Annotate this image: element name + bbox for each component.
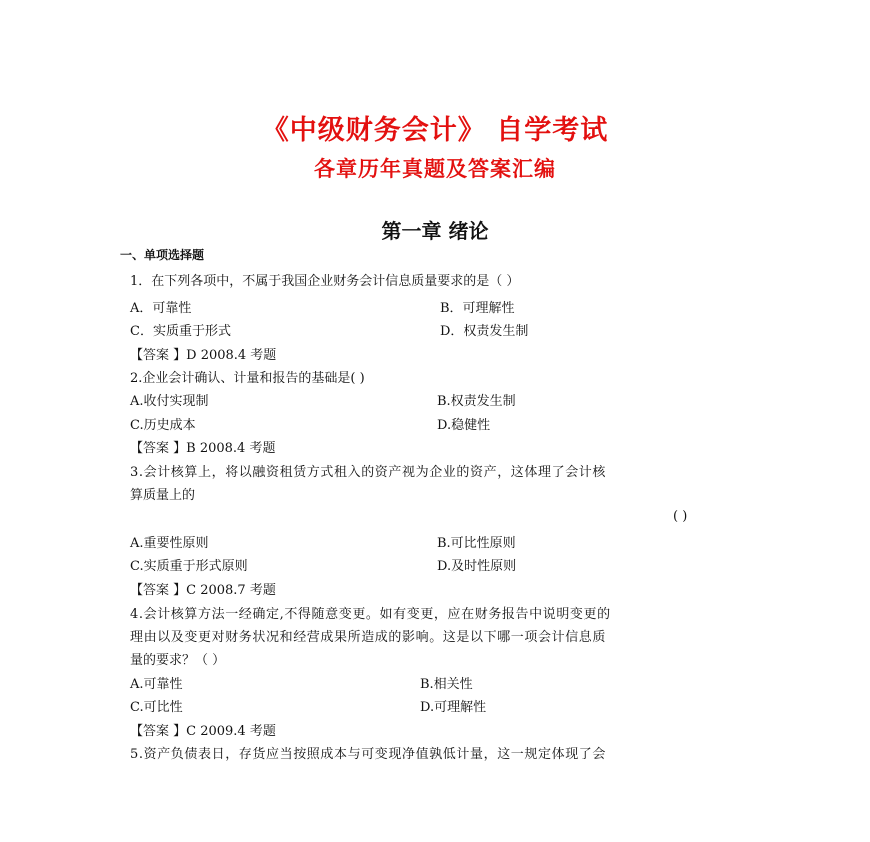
question-4-stem-line-2: 理由以及变更对财务状况和经营成果所造成的影响。这是以下哪一项会计信息质 [130, 630, 607, 645]
question-1-option-d: D．权责发生制 [440, 324, 529, 339]
question-3-stem-line-2: 算质量上的 [130, 488, 196, 503]
question-4-option-c: C.可比性 [130, 700, 183, 715]
question-1-option-b: B．可理解性 [440, 301, 515, 316]
question-2-option-a: A.收付实现制 [130, 394, 209, 409]
question-2-stem: 2.企业会计确认、计量和报告的基础是( ) [130, 371, 365, 386]
question-2-option-b: B.权责发生制 [437, 394, 516, 409]
question-4-answer: 【答案 】C 2009.4 考题 [130, 724, 276, 739]
section-heading: 一、单项选择题 [120, 248, 205, 262]
question-1-stem: 1．在下列各项中，不属于我国企业财务会计信息质量要求的是（ ） [130, 274, 520, 289]
question-4-option-a: A.可靠性 [130, 677, 183, 692]
question-3-stem-line-1: 3.会计核算上，将以融资租赁方式租入的资产视为企业的资产，这体理了会计核 [130, 465, 607, 480]
question-4-stem-line-1: 4.会计核算方法一经确定,不得随意变更。如有变更，应在财务报告中说明变更的 [130, 607, 611, 622]
document-title: 《中级财务会计》 自学考试 [261, 115, 609, 146]
question-4-stem-line-3: 量的要求？（ ） [130, 653, 226, 668]
question-4-option-d: D.可理解性 [420, 700, 487, 715]
question-2-option-c: C.历史成本 [130, 418, 196, 433]
question-4-option-b: B.相关性 [420, 677, 473, 692]
question-1-option-c: C．实质重于形式 [130, 324, 231, 339]
question-3-answer: 【答案 】C 2008.7 考题 [130, 583, 276, 598]
question-3-option-b: B.可比性原则 [437, 536, 516, 551]
document-subtitle: 各章历年真题及答案汇编 [314, 157, 556, 181]
question-5-stem-line-1: 5.资产负债表日，存货应当按照成本与可变现净值孰低计量，这一规定体现了会 [130, 747, 607, 762]
question-3-option-c: C.实质重于形式原则 [130, 559, 248, 574]
question-1-option-a: A．可靠性 [130, 301, 192, 316]
question-1-answer: 【答案 】D 2008.4 考题 [130, 348, 277, 363]
question-3-option-d: D.及时性原则 [437, 559, 517, 574]
chapter-heading: 第一章 绪论 [381, 219, 489, 243]
question-2-option-d: D.稳健性 [437, 418, 491, 433]
question-3-option-a: A.重要性原则 [130, 536, 209, 551]
question-2-answer: 【答案 】B 2008.4 考题 [130, 441, 276, 456]
question-3-stem-line-3: ( ) [673, 509, 688, 524]
